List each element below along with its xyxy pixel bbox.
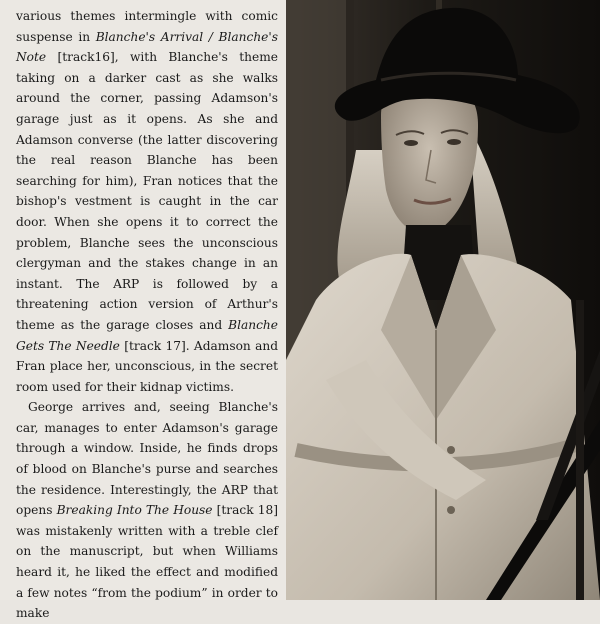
paragraph-2: George arrives and, seeing Blanche's car, manages to enter Adamson's garage through a window. Inside, he finds drops of blood on Blanche's purse and searches the residence. Interestingly, the ARP that opens Breaking Into The House [track 18] was mistakenly written with a treble clef on the manuscript, but when Williams heard it, he liked the effect and modified a few notes “from the podium” in order to make	[16, 400, 278, 621]
track-title-breaking-into-the-house: Breaking Into The House	[56, 503, 213, 518]
article-text-column	[0, 0, 286, 621]
woman-in-hat-photo	[286, 0, 600, 600]
track-title-blanches-arrival: Blanche's Arrival / Blanche's Note	[16, 29, 278, 65]
paragraph-1: various themes intermingle with comic suspense in Blanche's Arrival / Blanche's Note [track16], with Blanche's theme taking on a darker cast as she walks around the corner, passing Adamson's garage just as it opens. As she and Adamson converse (the latter discovering the real reason Blanche has been searching for him), Fran notices that the bishop's vestment is caught in the car door. When she opens it to correct the problem, Blanche sees the unconscious clergyman and the stakes change in an instant. The ARP is followed by a threatening action version of Arthur's theme as the garage closes and Blanche Gets The Needle [track 17]. Adamson and Fran place her, unconscious, in the secret room used for their kidnap victims.	[16, 9, 278, 394]
film-still-photo	[286, 0, 600, 600]
track-title-blanche-gets-the-needle: Blanche Gets The Needle	[16, 317, 278, 353]
